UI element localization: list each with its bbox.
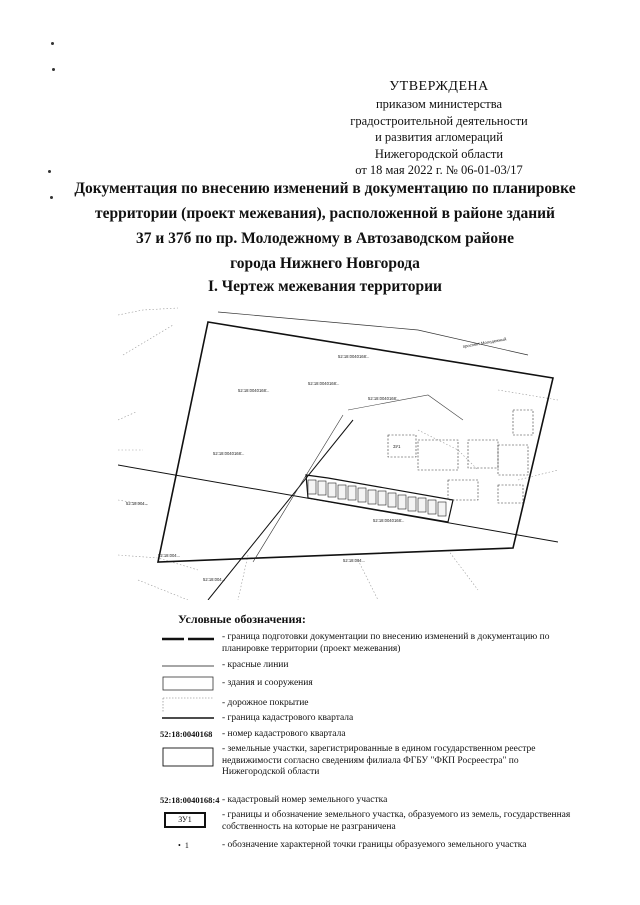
legend-text: - здания и сооружения — [222, 678, 313, 688]
title-line: города Нижнего Новгорода — [230, 255, 420, 272]
legend-item-point — [160, 840, 580, 854]
thin-line-icon — [160, 661, 216, 671]
parcel-label: 52:18:0040168:.. — [213, 451, 245, 456]
code-label: 52:18:004... — [158, 553, 181, 558]
legend-text: - земельные участки, зарегистрированные в едином государственном реестре недвижимости согласно сведениям филиала ФГБУ "ФКП Росреестра" по Нижегородской области — [222, 744, 536, 777]
legend-item-road — [160, 694, 580, 714]
approval-block — [330, 78, 548, 179]
parcel-label: 52:18:0040168:.. — [373, 518, 405, 523]
legend-text: - граница подготовки документации по внесению изменений в документацию по планировке территории (проект межевания) — [222, 632, 550, 654]
survey-map — [118, 300, 558, 600]
title-line: Документация по внесению изменений в документацию по планировке — [74, 180, 576, 197]
parcel-label: 52:18:0040168:.. — [368, 396, 400, 401]
title-line: 37 и 37б по пр. Молодежному в Автозаводском районе — [136, 230, 514, 247]
scan-dot — [48, 170, 51, 173]
document-title — [40, 176, 610, 276]
legend-text: - дорожное покрытие — [222, 698, 309, 708]
legend-text: - кадастровый номер земельного участка — [222, 795, 388, 805]
zu-symbol: ЗУ1 — [164, 812, 206, 828]
approval-date: от 18 мая 2022 г. № 06-01-03/17 — [355, 163, 523, 177]
building-box-icon — [160, 675, 216, 693]
point-number: 1 — [184, 841, 189, 850]
legend-item-buildings — [160, 675, 580, 693]
point-symbol — [178, 840, 208, 852]
title-line: территории (проект межевания), расположенной в районе зданий — [94, 205, 555, 222]
parcel-label: 52:18:0040168:.. — [238, 388, 270, 393]
quarter-code: 52:18:0040168 — [160, 729, 213, 739]
legend-item-quarter-boundary — [160, 713, 580, 727]
registered-parcel-icon — [160, 746, 216, 770]
scan-dot — [52, 68, 55, 71]
approval-heading: УТВЕРЖДЕНА — [389, 79, 489, 94]
approval-line: Нижегородской области — [374, 146, 504, 161]
scan-dot — [51, 42, 54, 45]
code-label: 52:18:004... — [203, 577, 226, 582]
legend-text: - обозначение характерной точки границы образуемого земельного участка — [222, 840, 527, 850]
approval-line: и развития агломераций — [375, 130, 503, 144]
parcel-label: 52:18:0040168:.. — [338, 354, 370, 359]
code-label: 52:18:004... — [126, 501, 149, 506]
thick-dashed-line-icon — [160, 634, 216, 646]
legend-text: - красные линии — [222, 660, 289, 670]
legend-text: - номер кадастрового квартала — [222, 729, 346, 739]
legend-item-boundary — [160, 632, 580, 656]
road-surface-icon — [160, 694, 216, 714]
legend-item-parcel-number — [160, 795, 580, 809]
legend-text: - граница кадастрового квартала — [222, 713, 354, 723]
quarter-line-icon — [160, 713, 216, 723]
legend-heading: Условные обозначения: — [178, 612, 306, 626]
code-label: 52:18:004... — [343, 558, 366, 563]
legend-item-red-lines — [160, 660, 580, 674]
legend-item-formed-parcel — [160, 810, 580, 838]
approval-line: приказом министерства — [375, 97, 503, 111]
parcel-code: 52:18:0040168:4 — [160, 795, 220, 805]
legend-item-quarter-number — [160, 729, 580, 743]
zu-label: ЗУ1 — [393, 444, 401, 449]
legend-text: - границы и обозначение земельного участка, образуемого из земель, государственная собственность на которые не разграничена — [222, 810, 571, 832]
parcel-label: 52:18:0040168:.. — [308, 381, 340, 386]
section-title: I. Чертеж межевания территории — [208, 278, 442, 295]
approval-line: градостроительной деятельности — [350, 113, 528, 128]
point-dot-icon: • — [178, 841, 185, 850]
legend-item-registered-parcels — [160, 744, 580, 792]
street-label: проспект Молодежный — [462, 336, 507, 349]
